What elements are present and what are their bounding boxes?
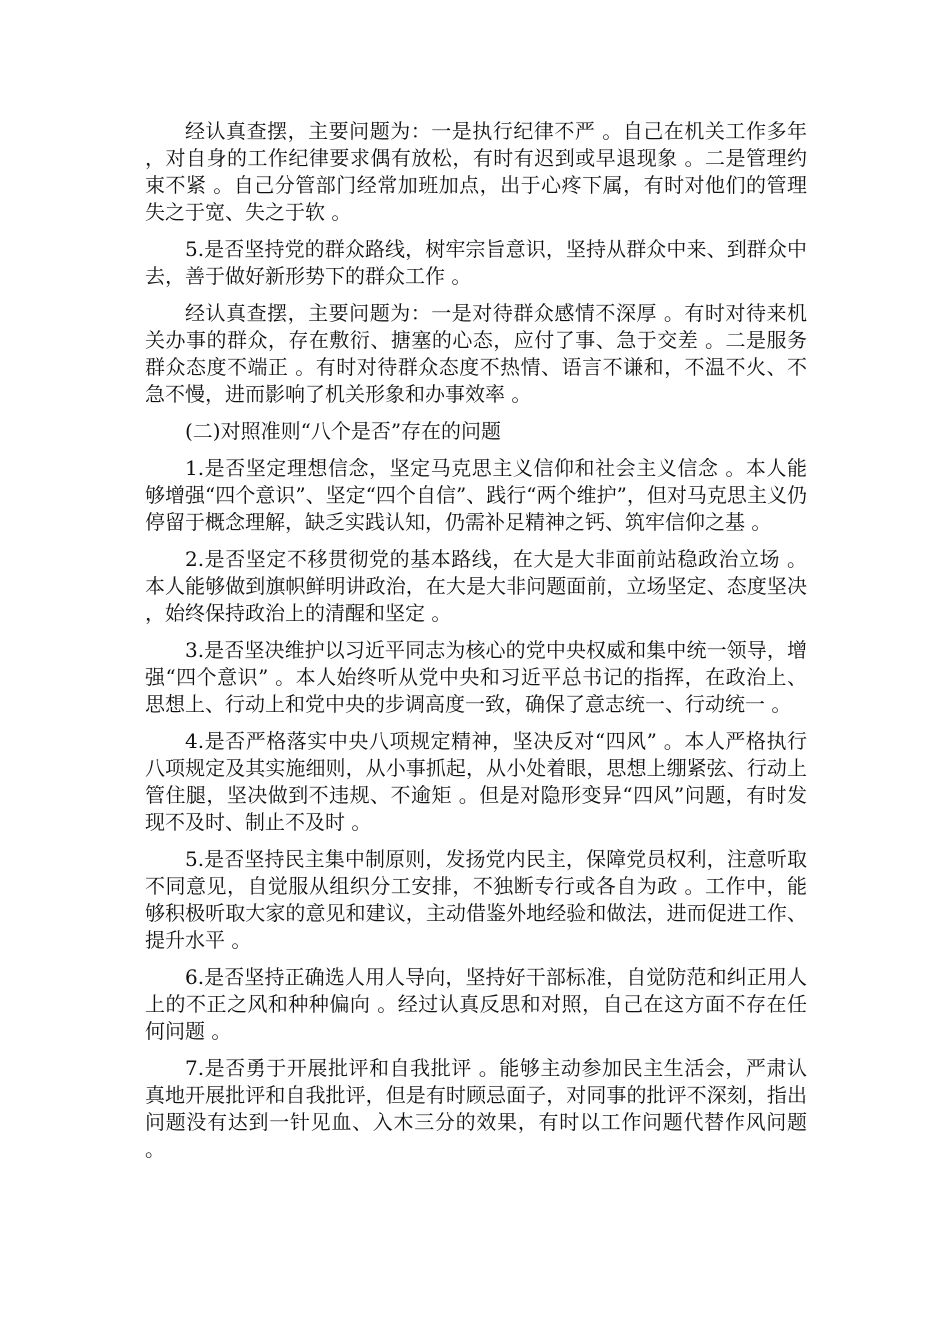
document-body <box>145 118 807 1173</box>
paragraph-item-3-central-authority: 3.是否坚决维护以习近平同志为核心的党中央权威和集中统一领导，增强“四个意识” 。本人始终听从党中央和习近平总书记的指挥，在政治上、思想上、行动上和党中央的步调高度一致，确保了意志统一、行动统一 。 <box>145 638 807 716</box>
section-heading-eight-whethers: (二)对照准则“八个是否”存在的问题 <box>185 419 502 443</box>
paragraph-mass-line-findings: 经认真查摆，主要问题为：一是对待群众感情不深厚 。有时对待来机关办事的群众，存在敷衍、搪塞的心态，应付了事、急于交差 。二是服务群众态度不端正 。有时对待群众态度不热情、语言不谦和，不温不火、不急不慢，进而影响了机关形象和办事效率 。 <box>145 301 807 406</box>
paragraph-item-1-ideals: 1.是否坚定理想信念，坚定马克思主义信仰和社会主义信念 。本人能够增强“四个意识”、坚定“四个自信”、践行“两个维护”，但对马克思主义仍停留于概念理解，缺乏实践认知，仍需补足精神之钙、筑牢信仰之基 。 <box>145 456 807 534</box>
paragraph-item-4-eight-rules: 4.是否严格落实中央八项规定精神，坚决反对“四风” 。本人严格执行八项规定及其实施细则，从小事抓起，从小处着眼，思想上绷紧弦、行动上管住腿，坚决做到不违规、不逾矩 。但是对隐形变异“四风”问题，有时发现不及时、制止不及时 。 <box>145 729 807 834</box>
paragraph-item-5-democratic-centralism: 5.是否坚持民主集中制原则，发扬党内民主，保障党员权利，注意听取不同意见，自觉服从组织分工安排，不独断专行或各自为政 。工作中，能够积极听取大家的意见和建议，主动借鉴外地经验和做法，进而促进工作、提升水平 。 <box>145 847 807 952</box>
paragraph-item-5-mass-line: 5.是否坚持党的群众路线，树牢宗旨意识，坚持从群众中来、到群众中去，善于做好新形势下的群众工作 。 <box>145 237 807 288</box>
paragraph-item-2-basic-line: 2.是否坚定不移贯彻党的基本路线，在大是大非面前站稳政治立场 。本人能够做到旗帜鲜明讲政治，在大是大非问题面前，立场坚定、态度坚决，始终保持政治上的清醒和坚定 。 <box>145 547 807 625</box>
paragraph-item-7-criticism: 7.是否勇于开展批评和自我批评 。能够主动参加民主生活会，严肃认真地开展批评和自我批评，但是有时顾忌面子，对同事的批评不深刻，指出问题没有达到一针见血、入木三分的效果，有时以工作问题代替作风问题 。 <box>145 1056 807 1161</box>
paragraph-item-6-personnel: 6.是否坚持正确选人用人导向，坚持好干部标准，自觉防范和纠正用人上的不正之风和种种偏向 。经过认真反思和对照，自己在这方面不存在任何问题 。 <box>145 965 807 1043</box>
paragraph-discipline-findings: 经认真查摆，主要问题为：一是执行纪律不严 。自己在机关工作多年，对自身的工作纪律要求偶有放松，有时有迟到或早退现象 。二是管理约束不紧 。自己分管部门经常加班加点，出于心疼下属，有时对他们的管理失之于宽、失之于软 。 <box>145 119 807 224</box>
